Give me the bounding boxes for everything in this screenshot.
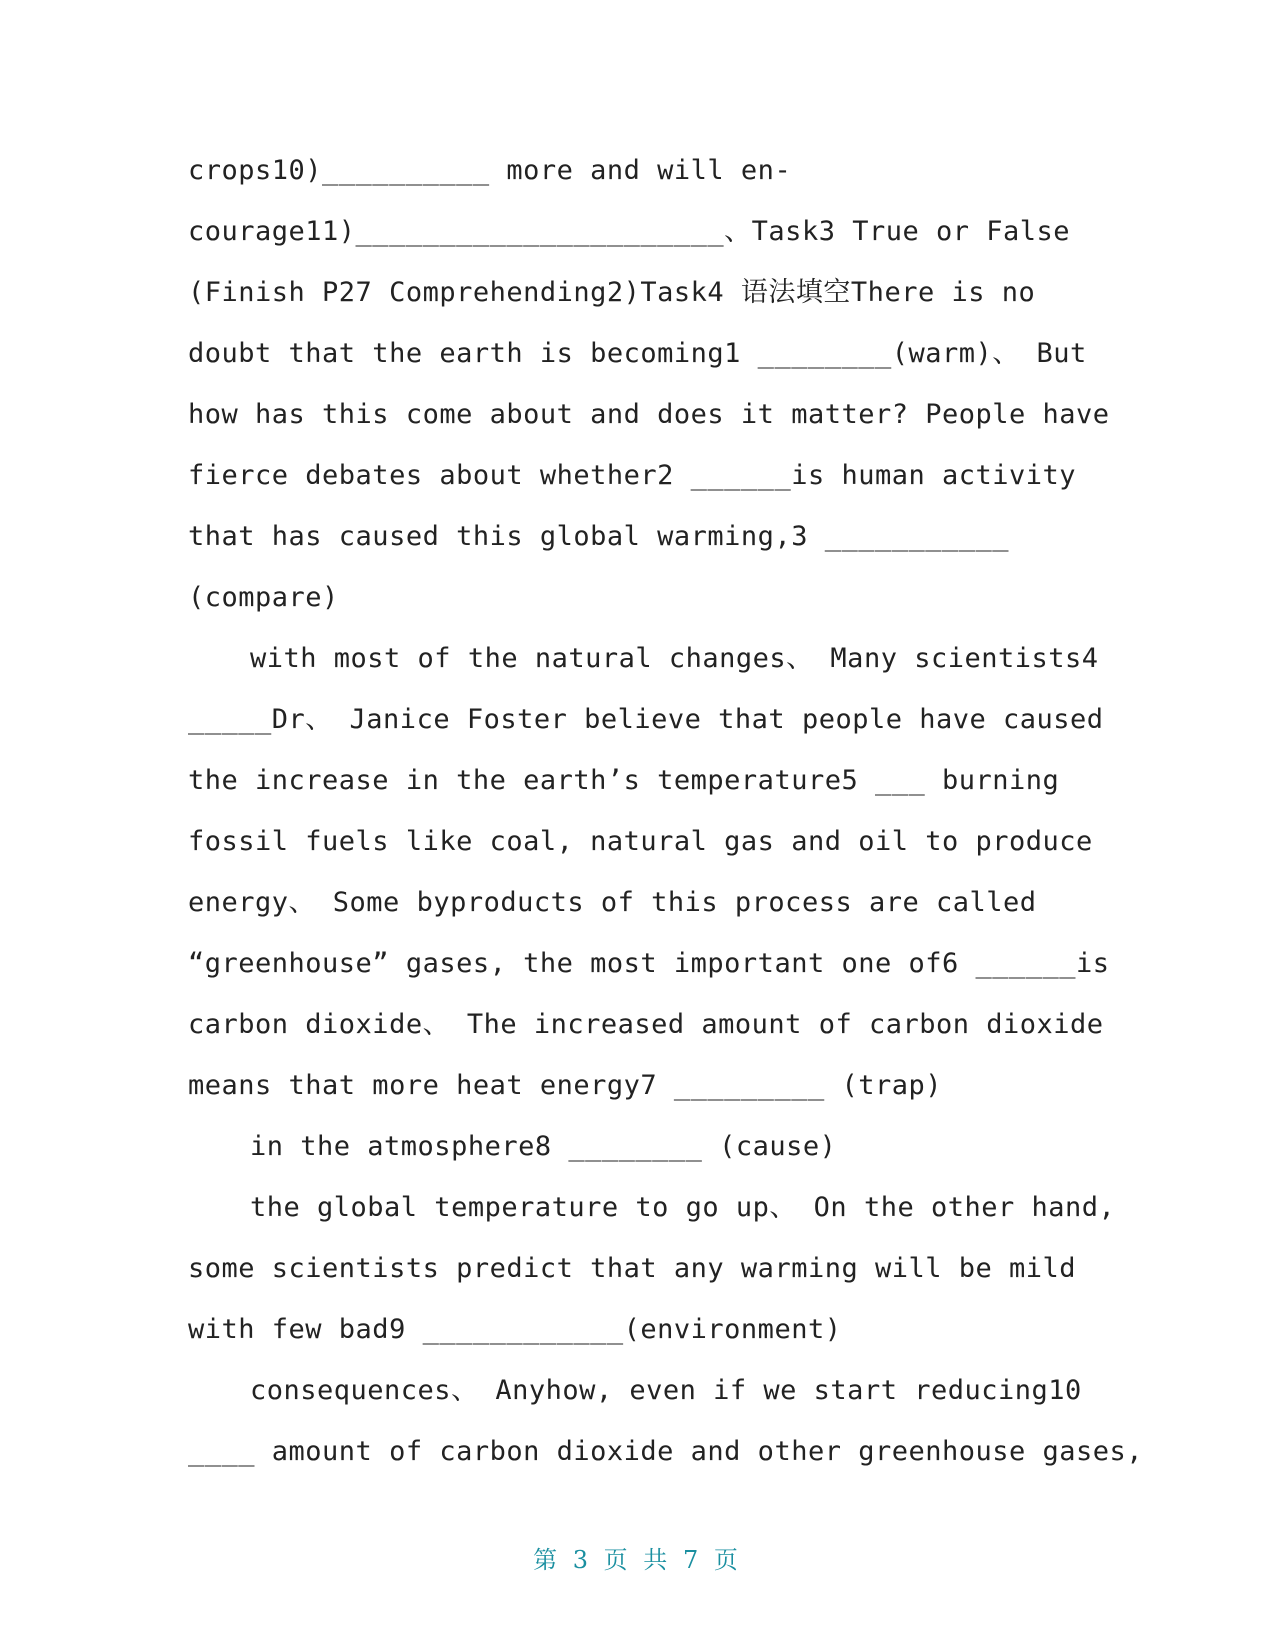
text-line: some scientists predict that any warming will be mild (188, 1253, 1077, 1284)
text-line: doubt that the earth is becoming1 ________(warm)、 But (188, 338, 1087, 369)
text-line: “greenhouse” gases, the most important one of6 ______is (188, 948, 1110, 979)
text-line: consequences、 Anyhow, even if we start reducing10 (250, 1375, 1082, 1406)
text-line: fierce debates about whether2 ______is human activity (188, 460, 1077, 491)
text-line: fossil fuels like coal, natural gas and oil to produce (188, 826, 1093, 857)
text-line: energy、 Some byproducts of this process are called (188, 887, 1037, 918)
text-line: _____Dr、 Janice Foster believe that people have caused (188, 704, 1104, 735)
text-line: that has caused this global warming,3 ___________ (188, 521, 1010, 552)
text-line: the increase in the earth’s temperature5 ___ burning (188, 765, 1060, 796)
text-line: means that more heat energy7 _________ (trap) (188, 1070, 942, 1101)
text-line: with most of the natural changes、 Many scientists4 (250, 643, 1099, 674)
text-line: courage11)______________________、Task3 True or False (188, 216, 1071, 247)
text-line: crops10)__________ more and will en- (188, 155, 792, 186)
document-body (188, 140, 1144, 1482)
text-line: (Finish P27 Comprehending2)Task4 语法填空There is no (188, 277, 1036, 308)
text-line: how has this come about and does it matter? People have (188, 399, 1110, 430)
text-line: carbon dioxide、 The increased amount of carbon dioxide (188, 1009, 1104, 1040)
text-line: with few bad9 ____________(environment) (188, 1314, 842, 1345)
text-line: (compare) (188, 582, 339, 613)
text-line: in the atmosphere8 ________ (cause) (250, 1131, 837, 1162)
text-line: the global temperature to go up、 On the other hand, (250, 1192, 1116, 1223)
text-line: ____ amount of carbon dioxide and other greenhouse gases, (188, 1436, 1144, 1467)
page-number-footer: 第 3 页 共 7 页 (533, 1546, 742, 1574)
